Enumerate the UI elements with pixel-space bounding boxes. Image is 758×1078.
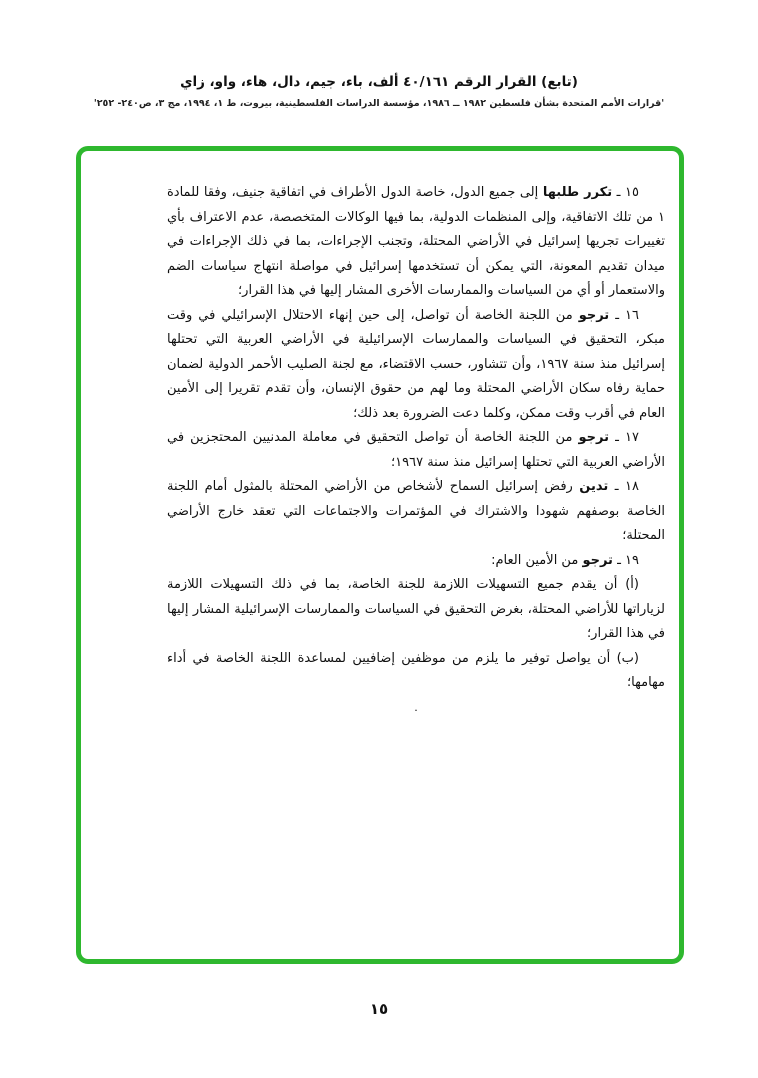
paragraph-lead: ترجو [582, 552, 613, 568]
paragraph-lead: تدين [579, 479, 609, 494]
resolution-subparagraph-b [167, 647, 665, 696]
paragraph-body: أن يواصل توفير ما يلزم من موظفين إضافيين لمساعدة اللجنة الخاصة في أداء مهامها؛ [167, 650, 665, 690]
document-source-line: 'قرارات الأمم المتحدة بشأن فلسطين ١٩٨٢ ــ ١٩٨٦، مؤسسة الدراسات الفلسطينية، بيروت، ط ١، ١٩٩٤، مج ٣، ص٢٤٠- ٢٥٢' [93, 98, 665, 109]
paragraph-number: ١٧ ـ [615, 430, 639, 445]
resolution-text [167, 181, 665, 723]
paragraph-body: من اللجنة الخاصة أن تواصل، إلى حين إنهاء الاحتلال الإسرائيلي في وقت مبكر، التحقيق في السياسات والممارسات الإسرائيلية في الأراضي العربية التي تحتلها إسرائيل منذ سنة ١٩٦٧، وأن تتشاور، حسب الاقتضاء، مع لجنة الصليب الأحمر الدولية لضمان حماية رفاه سكان الأراضي المحتلة وما لهم من حقوق الإنسان، وأن تقدم تقريرا إلى الأمين العام في أقرب وقت ممكن، وكلما دعت الضرورة بعد ذلك؛ [167, 307, 665, 421]
paragraph-number: ١٥ ـ [616, 185, 639, 200]
paragraph-lead: تكرر طلبها [542, 185, 613, 200]
page-number: ١٥ [369, 1000, 389, 1018]
resolution-paragraph-17 [167, 426, 665, 475]
resolution-paragraph-18 [167, 475, 665, 549]
paragraph-number: (أ) [625, 577, 639, 592]
paragraph-lead: ترجو [578, 430, 610, 445]
resolution-paragraph-15 [167, 181, 665, 304]
resolution-paragraph-19 [167, 549, 665, 574]
paragraph-body: رفض إسرائيل السماح لأشخاص من الأراضي المحتلة بالمثول أمام اللجنة الخاصة بوصفهم شهودا والاشتراك في المؤتمرات والاجتماعات التي تعقد خارج الأراضي المحتلة؛ [167, 479, 665, 543]
paragraph-lead: ترجو [578, 307, 610, 323]
paragraph-number: ١٨ ـ [614, 479, 639, 494]
paragraph-number: ١٩ ـ [617, 552, 639, 568]
paragraph-number: (ب) [616, 650, 639, 666]
paragraph-body: من اللجنة الخاصة أن تواصل التحقيق في معاملة المدنيين المحتجزين في الأراضي العربية التي تحتلها إسرائيل منذ سنة ١٩٦٧؛ [167, 430, 665, 470]
document-header [0, 74, 758, 109]
resolution-paragraph-16 [167, 304, 665, 427]
section-end-dot: · [414, 703, 418, 717]
paragraph-number: ١٦ ـ [615, 307, 639, 323]
paragraph-body: إلى جميع الدول، خاصة الدول الأطراف في اتفاقية جنيف، وفقا للمادة ١ من تلك الاتفاقية، وإلى المنظمات الدولية، بما فيها الوكالات المتخصصة، عدم الاعتراف بأي تغييرات تجريها إسرائيل في الأراضي المحتلة، وتجنب الإجراءات، بما في ذلك الإجراءات في ميدان تقديم المعونة، التي يمكن أن تستخدمها إسرائيل في مواصلة انتهاج سياسات الضم والاستعمار أو أي من السياسات والممارسات الأخرى المشار إليها في هذا القرار؛ [167, 185, 665, 298]
resolution-subparagraph-a [167, 573, 665, 647]
green-content-frame [76, 146, 684, 964]
paragraph-body: أن يقدم جميع التسهيلات اللازمة للجنة الخاصة، بما في ذلك التسهيلات اللازمة لزياراتها للأراضي المحتلة، بغرض التحقيق في السياسات والممارسات الإسرائيلية المشار إليها في هذا القرار؛ [167, 577, 665, 641]
document-title: (تابع) القرار الرقم ٤٠/١٦١ ألف، باء، جيم، دال، هاء، واو، زاي [180, 74, 578, 90]
paragraph-body: من الأمين العام: [491, 552, 579, 568]
